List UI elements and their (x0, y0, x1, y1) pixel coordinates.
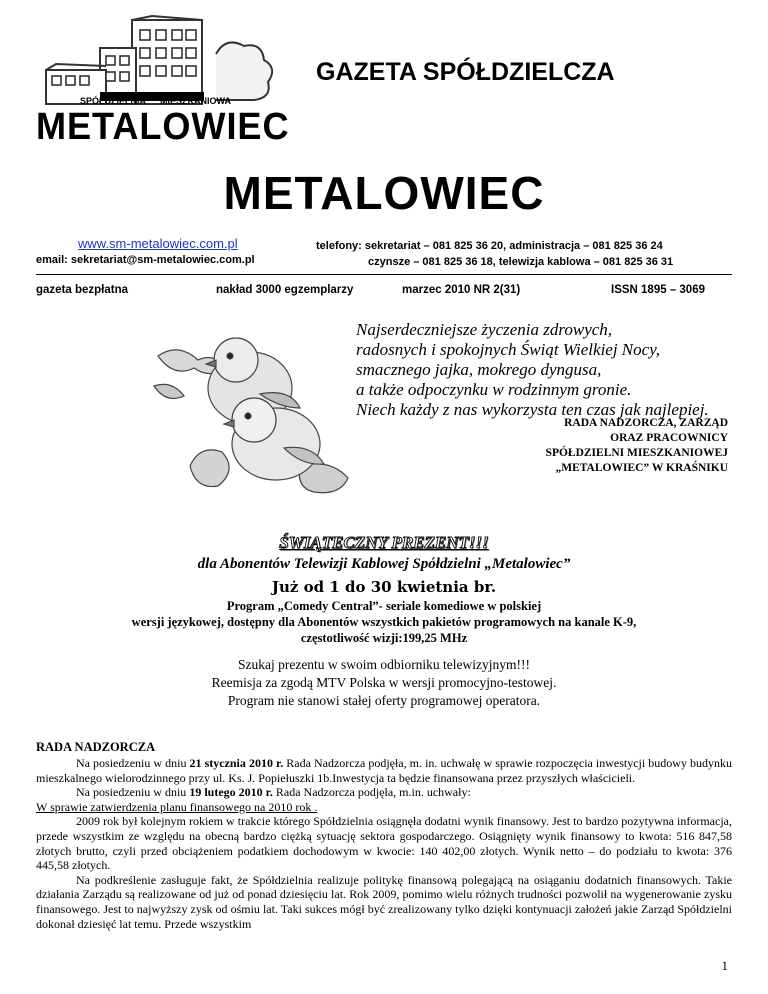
greeting-signature (546, 416, 728, 476)
signature-line: RADA NADZORCZA, ZARZĄD (564, 417, 728, 429)
article-paragraph: Na posiedzeniu w dniu 21 stycznia 2010 r. Rada Nadzorcza podjęła, m. in. uchwałę w sprawie rozpoczęcia inwestycji budowy budynku mieszkalnego wielorodzinnego przy ul. Ks. J. Popiełuszki 1b.Inwestycja ta będzie finansowana przez przyszłych właścicieli. (36, 756, 732, 785)
greeting-line: Najserdeczniejsze życzenia zdrowych, (356, 320, 613, 339)
greeting-line: Niech każdy z nas wykorzysta ten czas jak najlepiej. (356, 400, 709, 419)
program-line: wersji językowej, dostępny dla Abonentów wszystkich pakietów programowych na kanale K-9, (131, 615, 637, 629)
issn-label: ISSN 1895 – 3069 (611, 284, 705, 296)
signature-line: SPÓŁDZIELNI MIESZKANIOWEJ (545, 447, 728, 459)
article-paragraph: 2009 rok był kolejnym rokiem w trakcie którego Spółdzielnia osiągnęła dodatni wynik finansowy. Jest to bardzo pozytywna informacja, przede wszystkim ze względu na obecną bardzo ciężką sytuację sektora gospodarczego. Osiągnięty wynik finansowy to kwota: 516 847,58 złotych brutto, czyli przed obciążeniem podatkiem dochodowym w kwocie: 140 402,00 złotych. Wynik netto – do podziału to kwota: 376 445,58 złotych. (36, 814, 732, 873)
logo-subtitle-right: MIESZKANIOWA (160, 96, 231, 106)
article-paragraph: Na posiedzeniu w dniu 19 lutego 2010 r. Rada Nadzorcza podjęła, m.in. uchwały: (76, 785, 471, 800)
signature-line: „METALOWIEC” W KRAŚNIKU (555, 462, 728, 474)
phones-line-2: czynsze – 081 825 36 18, telewizja kablowa – 081 825 36 31 (368, 256, 674, 268)
program-line: częstotliwość wizji:199,25 MHz (300, 631, 468, 645)
article-paragraph: W sprawie zatwierdzenia planu finansowego na 2010 rok . (36, 799, 318, 814)
gift-announcement-date: Już od 1 do 30 kwietnia br. (271, 578, 497, 596)
article-paragraph: Na podkreślenie zasługuje fakt, że Spółdzielnia realizuje politykę finansową polegającą na osiąganiu dodatnich finansowych. Takie działania Zarządu są realizowane od już od ponad dziesięciu lat. Rok 2009, pomimo wielu różnych trudności pozwolił na wygenerowanie zysku finansowego. Jest to najwyższy zysk od ośmiu lat. Taki sukces mógł być zrealizowany tylko dzięki kontynuacji założeń jakie Zarząd Spółdzielni dokonał dziesięć lat temu. Przede wszystkim (36, 872, 732, 931)
issue-label: marzec 2010 NR 2(31) (402, 284, 521, 296)
program-details (40, 598, 728, 646)
info-line: Szukaj prezentu w swoim odbiorniku telewizyjnym!!! (237, 657, 531, 672)
info-line: Program nie stanowi stałej oferty programowej operatora. (227, 693, 541, 708)
logo-subtitle-left: SPÓŁDZIELNIA (80, 96, 147, 106)
publication-type: GAZETA SPÓŁDZIELCZA (316, 58, 615, 86)
info-line: Reemisja za zgodą MTV Polska w wersji promocyjno-testowej. (211, 675, 557, 690)
gift-announcement-subtitle: dla Abonentów Telewizji Kablowej Spółdzielni „Metalowiec” (197, 556, 571, 572)
masthead-title: METALOWIEC (223, 167, 545, 219)
header-divider (36, 274, 732, 275)
email-contact: email: sekretariat@sm-metalowiec.com.pl (36, 254, 255, 266)
greeting-line: radosnych i spokojnych Świąt Wielkiej Nocy, (356, 340, 661, 359)
program-info (0, 656, 768, 710)
greeting-line: smacznego jajka, mokrego dyngusa, (356, 360, 602, 379)
phones-line-1: telefony: sekretariat – 081 825 36 20, administracja – 081 825 36 24 (316, 240, 663, 252)
section-heading: RADA NADZORCZA (36, 740, 156, 754)
program-line: Program „Comedy Central”- seriale komediowe w polskiej (226, 599, 542, 613)
website-link[interactable]: www.sm-metalowiec.com.pl (78, 236, 238, 251)
easter-chicks-illustration (150, 316, 360, 501)
gift-announcement-title: ŚWIĄTECZNY PREZENT!!! (279, 533, 489, 552)
article-body (36, 756, 732, 931)
logo-wordmark: METALOWIEC (36, 106, 290, 148)
easter-greeting (356, 320, 709, 420)
signature-line: ORAZ PRACOWNICY (610, 432, 728, 444)
greeting-line: a także odpoczynku w rodzinnym gronie. (356, 380, 632, 399)
circulation-label: nakład 3000 egzemplarzy (216, 284, 354, 296)
free-label: gazeta bezpłatna (36, 284, 129, 296)
page-number: 1 (721, 958, 728, 973)
